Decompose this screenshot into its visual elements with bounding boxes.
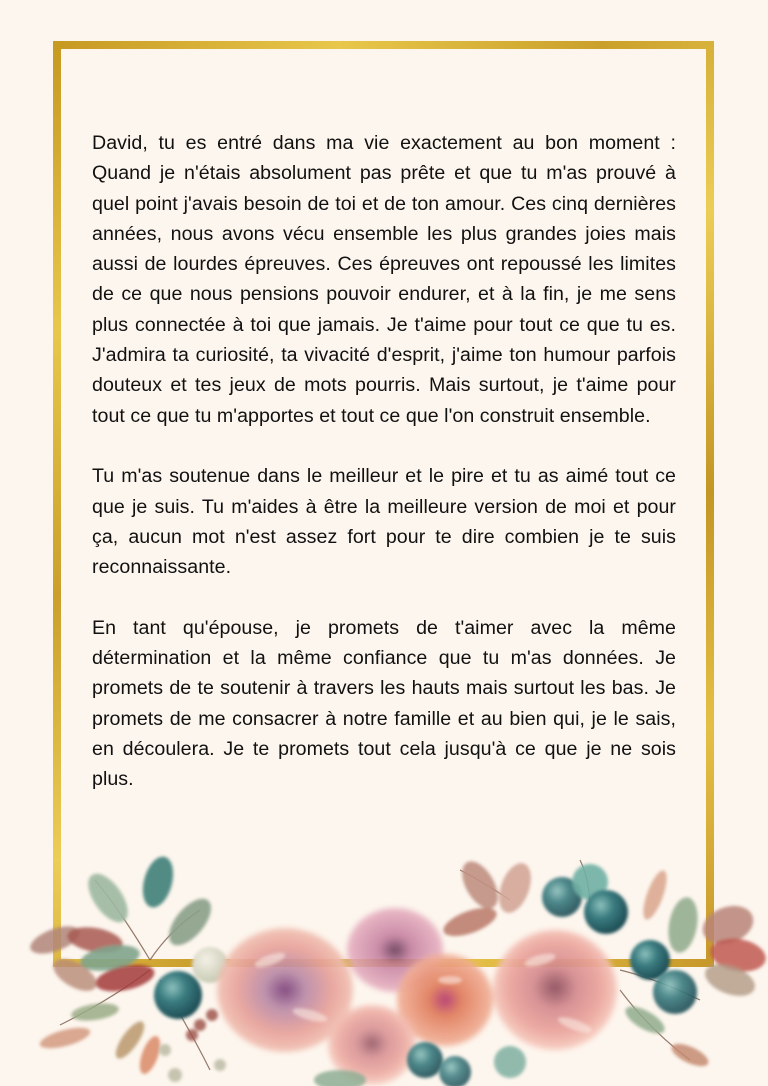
paragraph-1: David, tu es entré dans ma vie exactement au bon moment : Quand je n'étais absolument pas prête et que tu m'as prouvé à quel point j'avais besoin de toi et de ton amour. Ces cinq dernières années, nous avons vécu ensemble les plus grandes joies mais aussi de lourdes épreuves. Ces épreuves ont repoussé les limites de ce que nous pensions pouvoir endurer, et à la fin, je me sens plus connectée à toi que jamais. Je t'aime pour tout ce que tu es. J'admira ta curiosité, ta vivacité d'esprit, j'aime ton humour parfois douteux et tes jeux de mots pourris. Mais surtout, je t'aime pour tout ce que tu m'apportes et tout ce que l'on construit ensemble. [92, 132, 676, 427]
watercolor-floral-decoration [0, 840, 768, 1086]
paragraph-2: Tu m'as soutenue dans le meilleur et le pire et tu as aimé tout ce que je suis. Tu m'aides à être la meilleure version de moi et pour ça, aucun mot n'est assez fort pour te dire combien je te suis reconnaissante. [92, 465, 676, 579]
vows-text [92, 128, 676, 795]
paragraph-3: En tant qu'épouse, je promets de t'aimer avec la même détermination et la même confiance que tu m'as données. Je promets de te soutenir à travers les hauts mais surtout les bas. Je promets de me consacrer à notre famille et au bien qui, je le sais, en découlera. Je te promets tout cela jusqu'à ce que je ne sois plus. [92, 616, 676, 791]
